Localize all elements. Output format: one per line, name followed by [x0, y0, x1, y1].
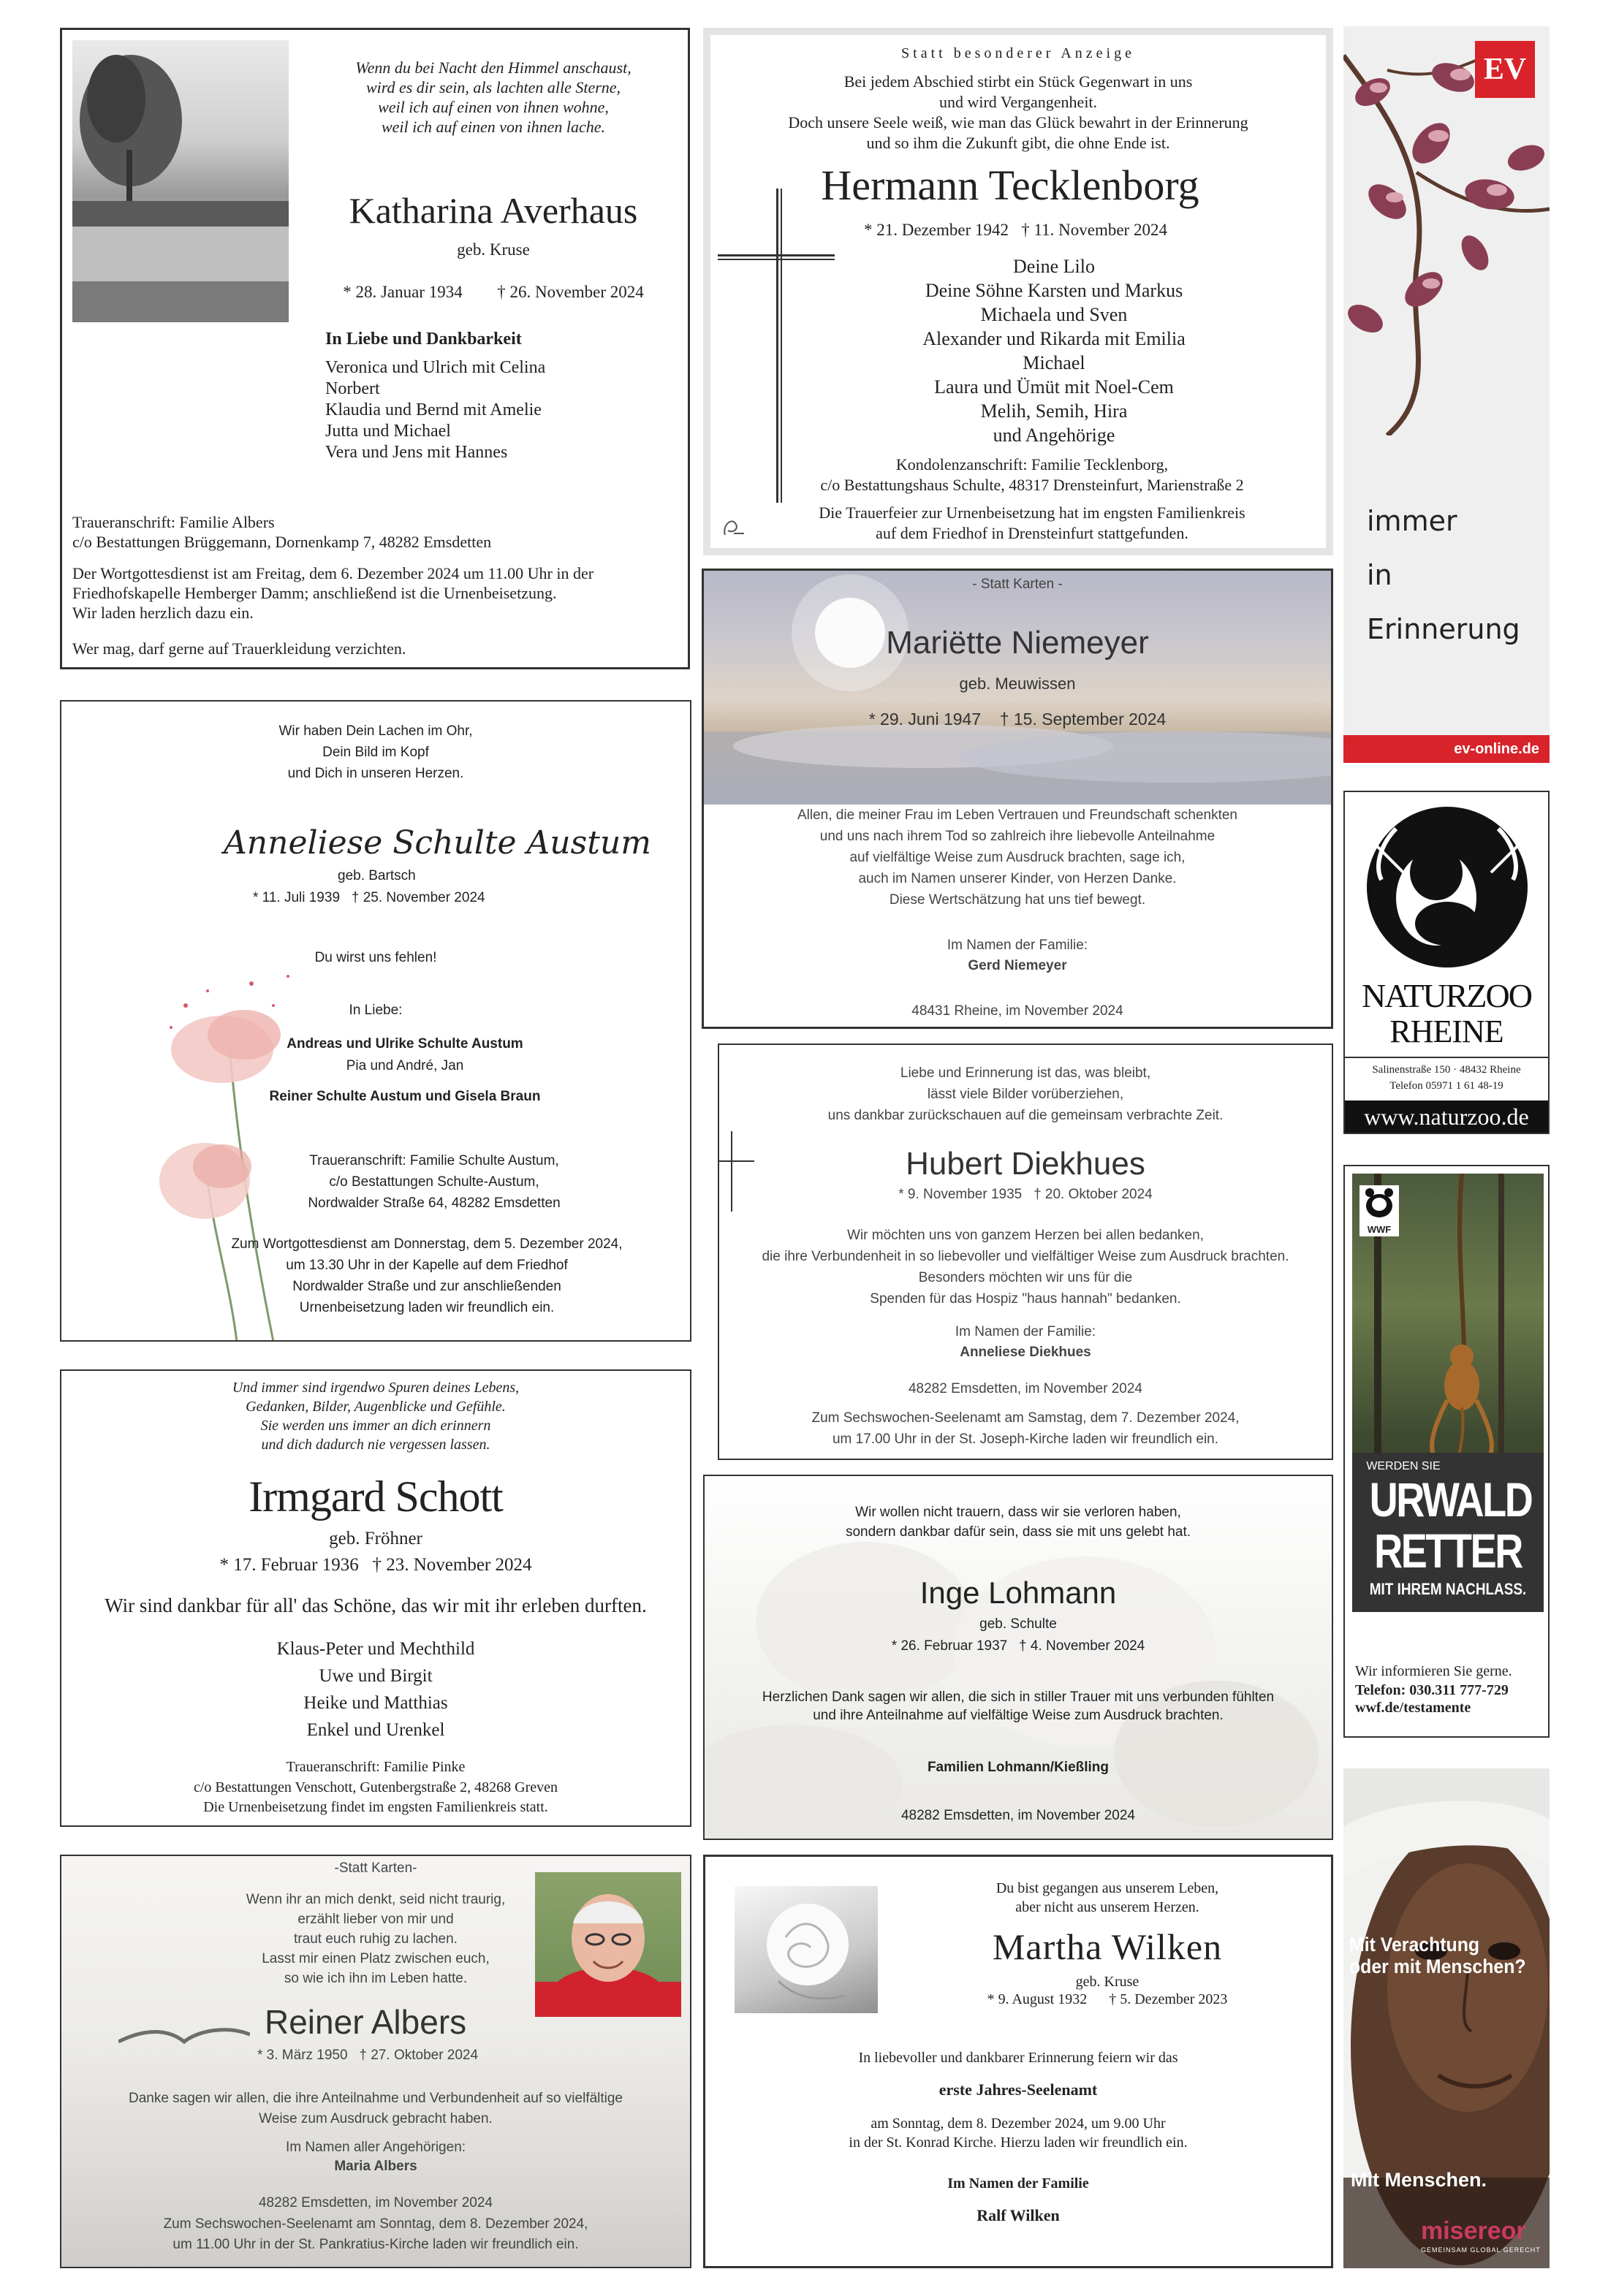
deceased-name: Inge Lohmann	[919, 1575, 1117, 1610]
poem-line: Dein Bild im Kopf	[322, 745, 429, 760]
place-date: 48431 Rheine, im November 2024	[911, 1003, 1123, 1019]
family-name: Familien Lohmann/Kießling	[927, 1760, 1110, 1775]
ev-slogan-line: immer	[1367, 505, 1457, 537]
life-dates: * 11. Juli 1939 † 25. November 2024	[253, 890, 485, 905]
address-line: Nordwalder Straße 64, 48282 Emsdetten	[308, 1195, 561, 1211]
deceased-name: Irmgard Schott	[249, 1472, 503, 1521]
poem-line: Gedanken, Bilder, Augenblicke und Gefühle.	[246, 1399, 506, 1415]
family-label: Im Namen der Familie:	[955, 1324, 1096, 1339]
white-rose-photo	[735, 1886, 878, 2013]
notice-header: -Statt Karten-	[334, 1860, 417, 1876]
service-line: Zum Sechswochen-Seelenamt am Sonntag, dem 8. Dezember 2024,	[163, 2216, 588, 2232]
family-name: Anneliese Diekhues	[960, 1345, 1091, 1360]
wwf-panda-logo	[1359, 1185, 1399, 1236]
family-line: Pia und André, Jan	[346, 1058, 464, 1073]
text-line: auf vielfältige Weise zum Ausdruck brachten, sage ich,	[849, 850, 1186, 865]
text-line: Weise zum Ausdruck gebracht haben.	[259, 2111, 493, 2126]
address-line: c/o Bestattungen Venschott, Gutenbergstraße 2, 48268 Greven	[193, 1779, 558, 1795]
address-line: Traueranschrift: Familie Pinke	[286, 1759, 466, 1775]
poem-line: Du bist gegangen aus unserem Leben,	[995, 1880, 1219, 1896]
family-line: Melih, Semih, Hira	[980, 400, 1128, 422]
naturzoo-name: NATURZOO	[1362, 977, 1531, 1014]
wwf-small-headline: WERDEN SIE	[1366, 1460, 1441, 1472]
ev-slogan-line: Erinnerung	[1367, 613, 1520, 645]
wwf-phone: Telefon: 030.311 777-729	[1355, 1682, 1509, 1698]
wwf-sub-headline: MIT IHREM NACHLASS.	[1369, 1580, 1527, 1598]
notice-averhaus	[60, 28, 690, 669]
notice-header: Statt besonderer Anzeige	[901, 45, 1135, 61]
family-line: Michaela und Sven	[980, 304, 1128, 325]
woman-portrait-photo	[1343, 1768, 1550, 2268]
misereor-advertisement[interactable]	[1343, 1768, 1550, 2268]
life-dates: * 9. November 1935 † 20. Oktober 2024	[898, 1187, 1153, 1202]
wwf-big-headline: URWALD	[1369, 1472, 1532, 1527]
family-line: Michael	[1023, 352, 1085, 373]
birth-date: * 28. Januar 1934	[343, 283, 463, 301]
family-line: Vera und Jens mit Hannes	[325, 443, 508, 462]
family-line: Alexander und Rikarda mit Emilia	[922, 328, 1186, 349]
event-line: erste Jahres-Seelenamt	[938, 2080, 1098, 2099]
text-line: auch im Namen unserer Kinder, von Herzen Danke.	[858, 871, 1177, 886]
seagull-icon	[118, 2020, 250, 2052]
text-line: Diese Wertschätzung hat uns tief bewegt.	[889, 892, 1146, 908]
ev-slogan-line: in	[1367, 559, 1392, 591]
ev-advertisement[interactable]	[1343, 26, 1550, 763]
poem-line: und Dich in unseren Herzen.	[287, 766, 464, 781]
born-name: geb. Kruse	[1075, 1974, 1139, 1990]
poem-line: Bei jedem Abschied stirbt ein Stück Gegenwart in uns	[843, 72, 1193, 91]
intro-line: In liebevoller und dankbarer Erinnerung feiern wir das	[858, 2050, 1178, 2066]
notice-header: - Statt Karten -	[972, 577, 1063, 592]
life-dates: * 9. August 1932 † 5. Dezember 2023	[987, 1991, 1228, 2007]
text-line: Wir möchten uns von ganzem Herzen bei allen bedanken,	[847, 1228, 1204, 1243]
naturzoo-address: Salinenstraße 150 · 48432 Rheine	[1372, 1064, 1521, 1076]
poem-line: lässt viele Bilder vorüberziehen,	[927, 1087, 1124, 1102]
notice-schott	[60, 1369, 691, 1827]
notice-tecklenborg	[703, 28, 1333, 555]
address-line: c/o Bestattungen Brüggemann, Dornenkamp 7, 48282 Emsdetten	[72, 533, 492, 551]
poem-line: Wir haben Dein Lachen im Ohr,	[278, 723, 473, 739]
family-line: Jutta und Michael	[325, 422, 451, 441]
poem-line: und dich dadurch nie vergessen lassen.	[261, 1437, 490, 1453]
text-line: und uns nach ihrem Tod so zahlreich ihre liebevolle Anteilnahme	[819, 829, 1216, 844]
thanks-line: Wir sind dankbar für all' das Schöne, das wir mit ihr erleben durften.	[105, 1594, 647, 1616]
poem-line: Wir wollen nicht trauern, dass wir sie verloren haben,	[855, 1505, 1181, 1520]
miss-line: Du wirst uns fehlen!	[314, 950, 437, 965]
text-line: Allen, die meiner Frau im Leben Vertrauen und Freundschaft schenkten	[797, 807, 1238, 823]
deceased-name: Reiner Albers	[265, 2003, 467, 2041]
family-line: Klaudia und Bernd mit Amelie	[325, 400, 542, 419]
wwf-logo-text: WWF	[1367, 1224, 1392, 1235]
deceased-name: Anneliese Schulte Austum	[224, 824, 651, 862]
family-line: Enkel und Urenkel	[306, 1720, 445, 1740]
born-name: geb. Meuwissen	[959, 674, 1076, 693]
deceased-name: Mariëtte Niemeyer	[886, 625, 1149, 661]
life-dates: * 26. Februar 1937 † 4. November 2024	[891, 1638, 1145, 1654]
service-line: um 13.30 Uhr in der Kapelle auf dem Friedhof	[286, 1258, 568, 1273]
place-date: 48282 Emsdetten, im November 2024	[908, 1381, 1142, 1396]
misereor-tagline: GEMEINSAM GLOBAL GERECHT	[1421, 2246, 1541, 2254]
family-line: Laura und Ümüt mit Noel-Cem	[934, 376, 1174, 398]
service-line: Zum Sechswochen-Seelenamt am Samstag, dem 7. Dezember 2024,	[811, 1410, 1240, 1426]
service-line: um 17.00 Uhr in der St. Joseph-Kirche laden wir freundlich ein.	[832, 1432, 1219, 1447]
wwf-url[interactable]: wwf.de/testamente	[1355, 1700, 1471, 1716]
family-label: Im Namen der Familie:	[947, 938, 1088, 953]
service-line: am Sonntag, dem 8. Dezember 2024, um 9.00 Uhr	[871, 2116, 1166, 2132]
born-name: geb. Schulte	[979, 1616, 1057, 1632]
poem-line: sondern dankbar dafür sein, dass sie mit uns gelebt hat.	[845, 1524, 1191, 1540]
misereor-headline-line: oder mit Menschen?	[1349, 1955, 1526, 1977]
life-dates: * 3. März 1950 † 27. Oktober 2024	[257, 2048, 479, 2063]
service-line: auf dem Friedhof in Drensteinfurt stattgefunden.	[876, 524, 1188, 542]
family-line: Uwe und Birgit	[319, 1666, 433, 1686]
notice-wilken	[703, 1855, 1333, 2268]
poem-line: weil ich auf einen von ihnen lache.	[381, 118, 606, 136]
poem-line: Wenn du bei Nacht den Himmel anschaust,	[355, 58, 632, 77]
poem-line: Wenn ihr an mich denkt, seid nicht traurig,	[246, 1892, 506, 1907]
service-line: Nordwalder Straße und zur anschließenden	[292, 1279, 561, 1294]
service-line: in der St. Konrad Kirche. Hierzu laden wir freundlich ein.	[849, 2135, 1188, 2151]
poem-line: wird es dir sein, als lachten alle Sterne,	[365, 78, 621, 96]
wwf-big-headline: RETTER	[1374, 1524, 1522, 1578]
misereor-logo: misereor	[1421, 2217, 1526, 2245]
family-name: Gerd Niemeyer	[968, 958, 1067, 973]
poem-line: und wird Vergangenheit.	[938, 93, 1098, 111]
address-line: Traueranschrift: Familie Schulte Austum,	[309, 1153, 559, 1168]
poem-line: aber nicht aus unserem Herzen.	[1015, 1899, 1199, 1915]
family-name: Ralf Wilken	[976, 2206, 1060, 2224]
address-line: Traueranschrift: Familie Albers	[72, 513, 275, 531]
wwf-advertisement[interactable]	[1343, 1165, 1550, 1738]
born-name: geb. Fröhner	[329, 1529, 422, 1548]
poem-line: Sie werden uns immer an dich erinnern	[260, 1418, 491, 1434]
notice-albers	[60, 1855, 691, 2268]
gorilla-silhouette-icon	[1359, 799, 1535, 975]
born-name: geb. Bartsch	[338, 868, 416, 883]
service-line: Die Urnenbeisetzung findet im engsten Familienkreis statt.	[203, 1799, 548, 1815]
ev-logo: EV	[1475, 41, 1535, 98]
note-line: Wer mag, darf gerne auf Trauerkleidung verzichten.	[72, 639, 406, 658]
life-dates: * 17. Februar 1936 † 23. November 2024	[219, 1555, 532, 1575]
poem-line: und so ihm die Zukunft gibt, die ohne Ende ist.	[866, 134, 1170, 152]
service-line: um 11.00 Uhr in der St. Pankratius-Kirche laden wir freundlich ein.	[172, 2237, 579, 2252]
text-line: Spenden für das Hospiz "haus hannah" bedanken.	[870, 1291, 1181, 1307]
text-line: und ihre Anteilnahme auf vielfältige Weise zum Ausdruck brachten.	[813, 1708, 1224, 1723]
place-date: 48282 Emsdetten, im November 2024	[900, 1808, 1135, 1823]
family-line: und Angehörige	[993, 425, 1115, 446]
naturzoo-city: RHEINE	[1389, 1014, 1503, 1049]
landscape-photo	[72, 40, 289, 322]
service-line: Die Trauerfeier zur Urnenbeisetzung hat im engsten Familienkreis	[819, 503, 1245, 522]
poem-line: Und immer sind irgendwo Spuren deines Lebens,	[232, 1380, 520, 1396]
family-line: Klaus-Peter und Mechthild	[276, 1639, 475, 1659]
place-date: 48282 Emsdetten, im November 2024	[258, 2195, 493, 2211]
family-name: Maria Albers	[334, 2159, 417, 2174]
address-line: c/o Bestattungen Schulte-Austum,	[329, 1174, 539, 1190]
deceased-name: Katharina Averhaus	[349, 190, 638, 231]
death-date: † 26. November 2024	[497, 283, 644, 301]
service-line: Wir laden herzlich dazu ein.	[72, 604, 254, 622]
service-line: Friedhofskapelle Hemberger Damm; anschließend ist die Urnenbeisetzung.	[72, 584, 557, 602]
naturzoo-phone: Telefon 05971 1 61 48-19	[1389, 1080, 1503, 1092]
family-line: Veronica und Ulrich mit Celina	[325, 358, 546, 377]
family-line: Deine Lilo	[1013, 256, 1095, 277]
service-line: Zum Wortgottesdienst am Donnerstag, dem 5. Dezember 2024,	[231, 1236, 623, 1252]
love-line: In Liebe:	[349, 1003, 403, 1018]
misereor-bottom-line: Mit Menschen.	[1351, 2169, 1487, 2191]
love-heading: In Liebe und Dankbarkeit	[325, 330, 522, 349]
funeral-home-logo-icon	[719, 512, 748, 541]
deceased-name: Hubert Diekhues	[906, 1146, 1145, 1182]
text-line: Danke sagen wir allen, die ihre Anteilnahme und Verbundenheit auf so vielfältige	[128, 2091, 623, 2106]
family-line: Heike und Matthias	[303, 1693, 448, 1713]
born-name: geb. Kruse	[457, 240, 530, 259]
text-line: die ihre Verbundenheit in so liebevoller und vielfältiger Weise zum Ausdruck brachten.	[762, 1249, 1289, 1264]
ev-url[interactable]: ev-online.de	[1343, 735, 1550, 763]
life-dates: * 29. Juni 1947 † 15. September 2024	[868, 710, 1167, 729]
poem-line: erzählt lieber von mir und	[297, 1912, 454, 1927]
family-line: Deine Söhne Karsten und Markus	[925, 280, 1183, 301]
portrait-photo	[535, 1872, 681, 2017]
notice-austum	[60, 700, 691, 1342]
service-line: Urnenbeisetzung laden wir freundlich ein.	[299, 1300, 555, 1315]
poem-line: Lasst mir einen Platz zwischen euch,	[262, 1951, 490, 1966]
text-line: Besonders möchten wir uns für die	[918, 1270, 1133, 1285]
notice-niemeyer	[702, 569, 1333, 1029]
service-line: Der Wortgottesdienst ist am Freitag, dem 6. Dezember 2024 um 11.00 Uhr in der	[72, 564, 594, 582]
family-line: Reiner Schulte Austum und Gisela Braun	[269, 1089, 541, 1104]
family-label: Im Namen aller Angehörigen:	[285, 2140, 466, 2155]
deceased-name: Martha Wilken	[992, 1926, 1223, 1967]
deceased-name: Hermann Tecklenborg	[821, 161, 1199, 209]
poem-line: so wie ich ihn im Leben hatte.	[284, 1971, 468, 1986]
poem-line: weil ich auf einen von ihnen wohne,	[378, 98, 609, 116]
misereor-headline-line: Mit Verachtung	[1349, 1934, 1480, 1955]
life-dates: * 21. Dezember 1942 † 11. November 2024	[864, 221, 1167, 239]
address-line: Kondolenzanschrift: Familie Tecklenborg,	[895, 455, 1169, 474]
naturzoo-url[interactable]: www.naturzoo.de	[1345, 1101, 1548, 1133]
family-label: Im Namen der Familie	[947, 2175, 1089, 2192]
poem-line: Liebe und Erinnerung ist das, was bleibt,	[900, 1065, 1151, 1081]
panda-icon	[1359, 1185, 1399, 1220]
naturzoo-advertisement[interactable]	[1343, 791, 1550, 1134]
poem-line: uns dankbar zurückschauen auf die gemeinsam verbrachte Zeit.	[827, 1108, 1224, 1123]
poem-line: Doch unsere Seele weiß, wie man das Glück bewahrt in der Erinnerung	[788, 113, 1248, 132]
text-line: Herzlichen Dank sagen wir allen, die sich in stiller Trauer mit uns verbunden fühlten	[762, 1689, 1275, 1705]
notice-lohmann	[703, 1475, 1333, 1840]
family-line: Andreas und Ulrike Schulte Austum	[287, 1036, 523, 1052]
wwf-info: Wir informieren Sie gerne.	[1355, 1663, 1512, 1679]
address-line: c/o Bestattungshaus Schulte, 48317 Drensteinfurt, Marienstraße 2	[820, 476, 1244, 494]
family-line: Norbert	[325, 379, 380, 398]
notice-diekhues	[718, 1044, 1333, 1460]
poem-line: traut euch ruhig zu lachen.	[294, 1931, 458, 1947]
